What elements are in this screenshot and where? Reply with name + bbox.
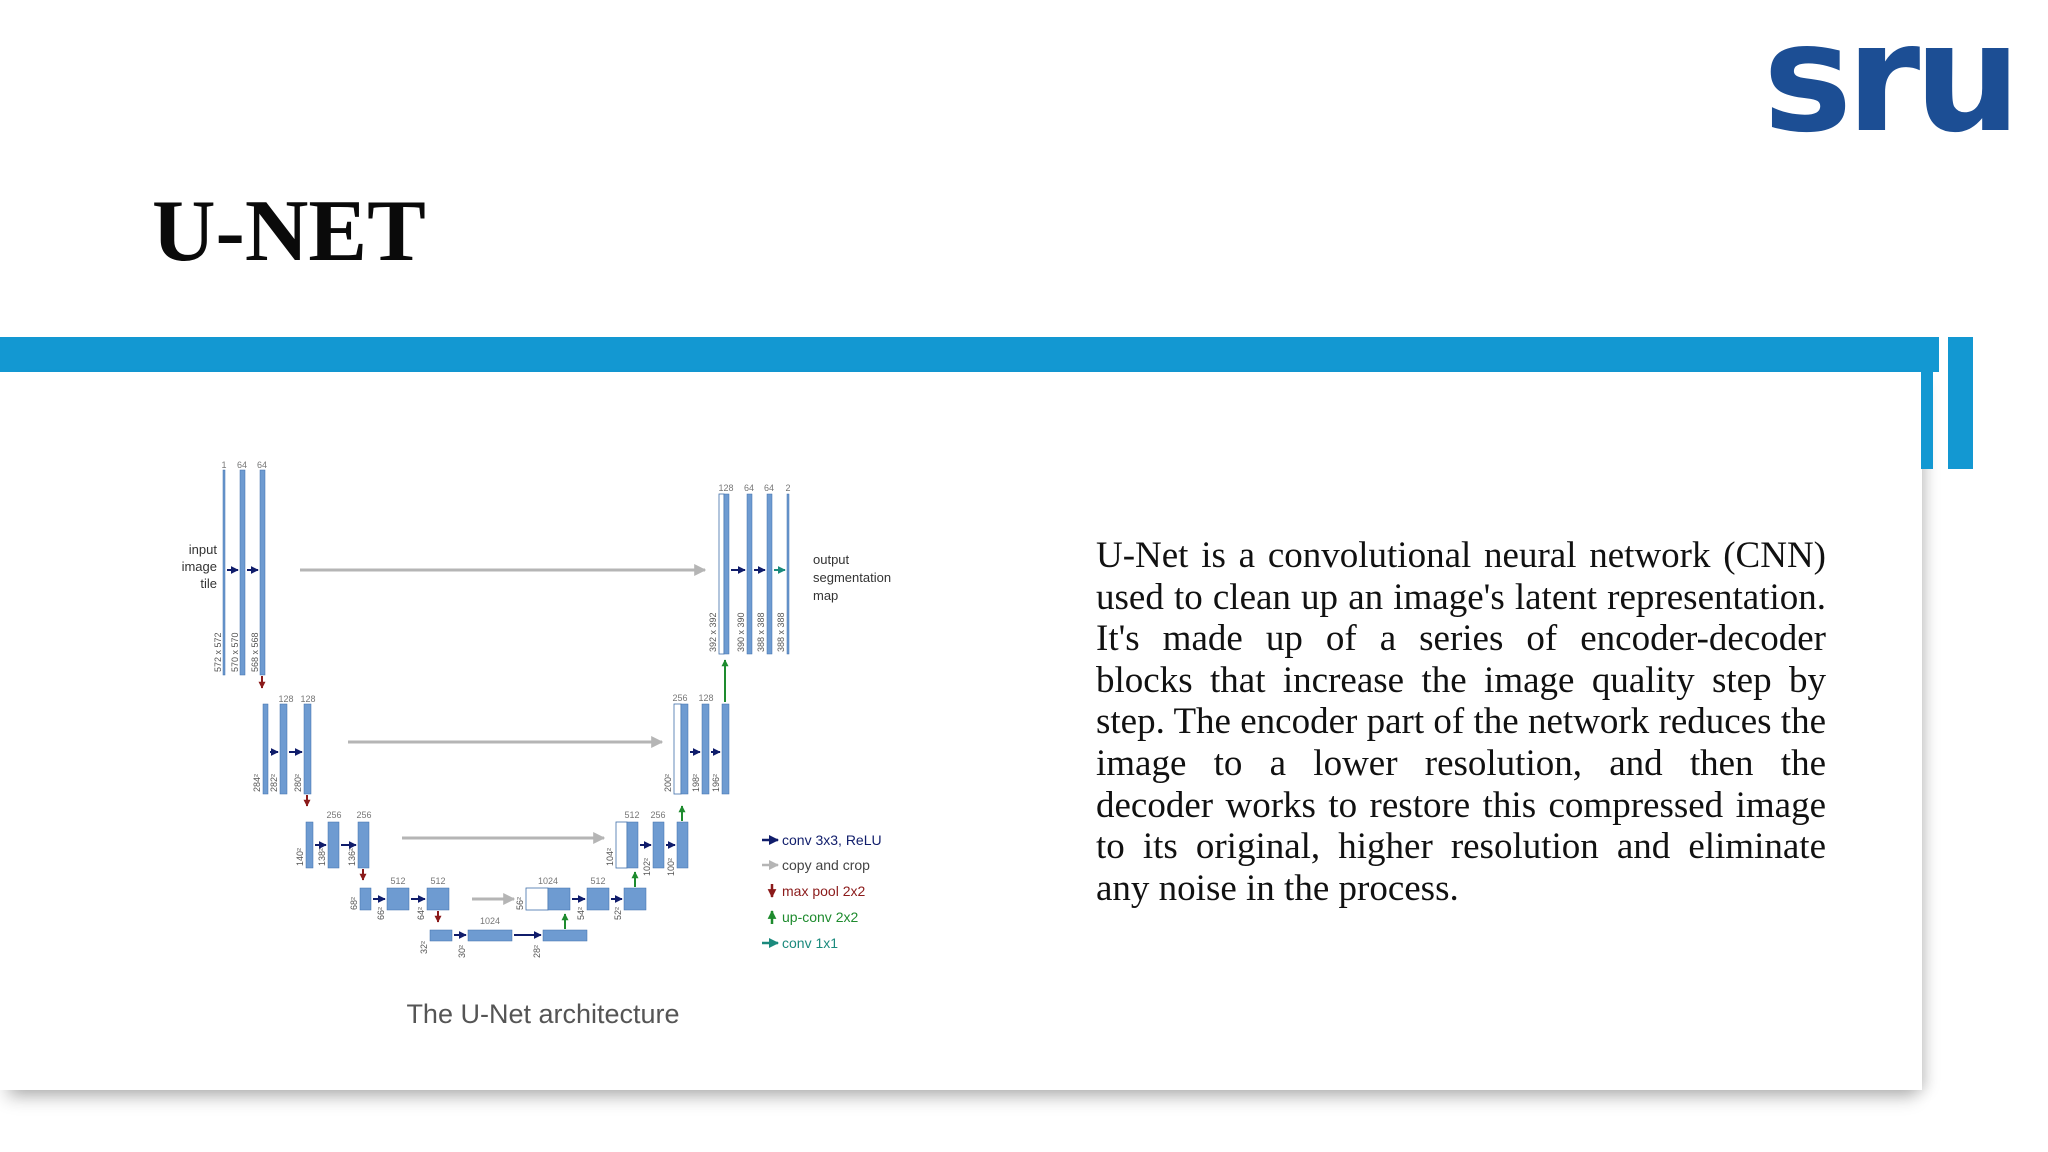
- size-label: 572 x 572: [213, 632, 223, 672]
- size-label: 28²: [532, 944, 542, 958]
- channel-label: 256: [326, 810, 342, 820]
- size-label: 196²: [711, 773, 721, 792]
- accent-band-drop: [1921, 337, 1933, 469]
- output-label-line: output: [813, 552, 850, 567]
- description-paragraph: U-Net is a convolutional neural network (CNN) used to clean up an image's latent representation. It's made up of a series of encoder-decoder blocks that increase the image quality step by step. The encoder part of the network reduces the image to a lower resolution, and then the decoder works to restore this compressed image to its original, higher resolution and eliminate any noise in the process.: [1096, 535, 1826, 909]
- channel-label: 128: [300, 694, 316, 704]
- decoder-level-4: [515, 872, 646, 920]
- size-label: 388 x 388: [756, 612, 766, 652]
- channel-label: 256: [650, 810, 666, 820]
- size-label: 200²: [663, 773, 673, 792]
- channel-label: 128: [698, 693, 714, 703]
- size-label: 68²: [349, 896, 359, 910]
- decoder-level-1: [708, 483, 791, 654]
- channel-label: 1: [221, 460, 227, 470]
- channel-label: 512: [430, 876, 446, 886]
- channel-label: 1024: [479, 916, 501, 926]
- input-label: [182, 542, 218, 591]
- size-label: 140²: [295, 847, 305, 866]
- size-label: 568 x 568: [250, 632, 260, 672]
- size-label: 64²: [416, 906, 426, 920]
- channel-label: 512: [624, 810, 640, 820]
- input-label-line: tile: [200, 576, 217, 591]
- size-label: 52²: [613, 906, 623, 920]
- diagram-caption: The U-Net architecture: [406, 999, 680, 1029]
- channel-label: 512: [390, 876, 406, 886]
- channel-label: 2: [785, 483, 791, 493]
- size-label: 100²: [666, 857, 676, 876]
- input-label-line: input: [188, 542, 217, 557]
- size-label: 390 x 390: [736, 612, 746, 652]
- channel-label: 1024: [537, 876, 559, 886]
- accent-band: [0, 337, 1939, 372]
- size-label: 30²: [457, 944, 467, 958]
- size-label: 32²: [419, 940, 429, 954]
- output-label: [813, 552, 891, 603]
- encoder-level-4: [349, 876, 449, 922]
- decoder-level-2: [663, 660, 729, 794]
- decoder-level-3: [605, 806, 688, 876]
- unet-diagram: [150, 440, 950, 1040]
- channel-label: 256: [356, 810, 372, 820]
- size-label: 388 x 388: [776, 612, 786, 652]
- size-label: 570 x 570: [230, 632, 240, 672]
- channel-label: 64: [763, 483, 775, 493]
- bottleneck: [419, 914, 587, 958]
- channel-label: 512: [590, 876, 606, 886]
- channel-label: 64: [256, 460, 268, 470]
- legend-label: up-conv 2x2: [782, 909, 859, 925]
- legend-label: max pool 2x2: [782, 883, 866, 899]
- size-label: 56²: [515, 896, 525, 910]
- size-label: 284²: [252, 773, 262, 792]
- channel-label: 128: [278, 694, 294, 704]
- size-label: 198²: [691, 773, 701, 792]
- size-label: 54²: [576, 906, 586, 920]
- accent-band-side: [1948, 337, 1973, 469]
- size-label: 280²: [293, 773, 303, 792]
- legend-label: conv 1x1: [782, 935, 839, 951]
- size-label: 392 x 392: [708, 612, 718, 652]
- input-label-line: image: [181, 559, 217, 574]
- legend-label: conv 3x3, ReLU: [782, 832, 882, 848]
- size-label: 138²: [317, 847, 327, 866]
- output-label-line: segmentation: [813, 570, 892, 585]
- slide-title: U-NET: [152, 183, 426, 280]
- output-label-line: map: [813, 588, 839, 603]
- channel-label: 128: [718, 483, 734, 493]
- legend: [762, 832, 882, 951]
- channel-label: 256: [672, 693, 688, 703]
- encoder-level-2: [252, 694, 316, 806]
- encoder-level-3: [295, 810, 372, 880]
- logo-text: sru: [1762, 22, 2016, 138]
- size-label: 66²: [376, 906, 386, 920]
- channel-label: 64: [236, 460, 248, 470]
- size-label: 282²: [269, 773, 279, 792]
- sru-logo: [1746, 22, 2032, 138]
- encoder-level-1: [213, 460, 267, 688]
- size-label: 102²: [642, 857, 652, 876]
- channel-label: 64: [743, 483, 755, 493]
- size-label: 104²: [605, 847, 615, 866]
- size-label: 136²: [347, 847, 357, 866]
- legend-label: copy and crop: [782, 857, 870, 873]
